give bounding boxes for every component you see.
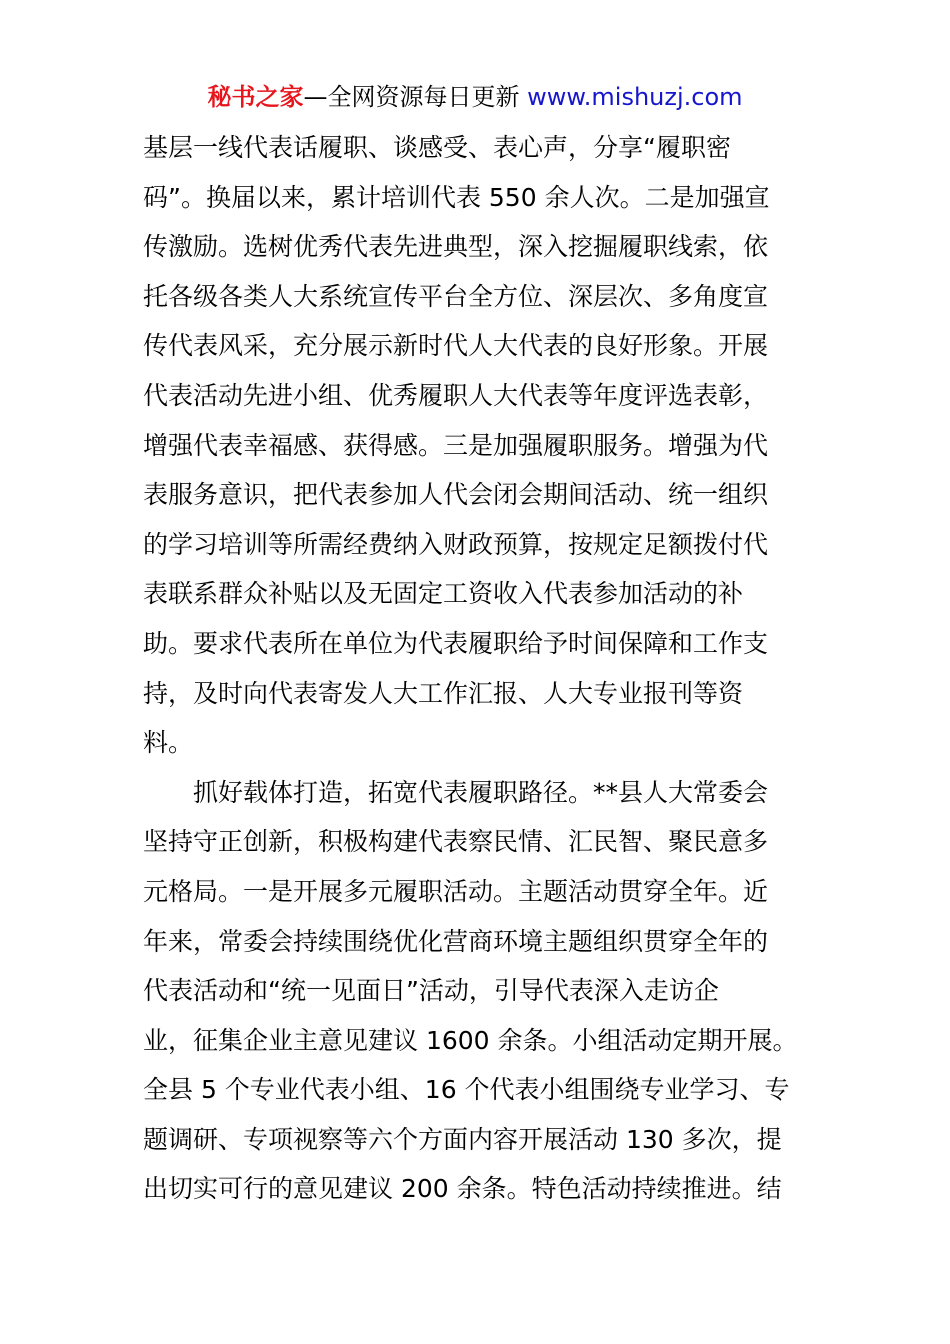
text-line: 代表活动先进小组、优秀履职人大代表等年度评选表彰， (143, 380, 769, 410)
text-line: 持，及时向代表寄发人大工作汇报、人大专业报刊等资 (143, 678, 744, 708)
text-line: 全县 5 个专业代表小组、16 个代表小组围绕专业学习、专 (143, 1075, 790, 1105)
text-line: 业，征集企业主意见建议 1600 余条。小组活动定期开展。 (143, 1025, 798, 1055)
site-header (0, 80, 950, 114)
site-url[interactable]: www.mishuzj.com (527, 83, 743, 111)
paragraph-start-line: 抓好载体打造，拓宽代表履职路径。**县人大常委会 (193, 777, 769, 807)
text-line: 出切实可行的意见建议 200 余条。特色活动持续推进。结 (143, 1174, 782, 1204)
text-line: 表联系群众补贴以及无固定工资收入代表参加活动的补 (143, 579, 744, 609)
text-line: 传激励。选树优秀代表先进典型，深入挖掘履职线索，依 (143, 232, 769, 262)
text-line: 助。要求代表所在单位为代表履职给予时间保障和工作支 (143, 628, 769, 658)
text-line: 增强代表幸福感、获得感。三是加强履职服务。增强为代 (143, 430, 769, 460)
site-tagline: —全网资源每日更新 (303, 83, 528, 111)
text-line: 代表活动和“统一见面日”活动，引导代表深入走访企 (143, 976, 719, 1006)
text-line: 的学习培训等所需经费纳入财政预算，按规定足额拨付代 (143, 529, 769, 559)
text-line: 料。 (143, 728, 194, 758)
text-line: 传代表风采，充分展示新时代人大代表的良好形象。开展 (143, 331, 769, 361)
text-line: 托各级各类人大系统宣传平台全方位、深层次、多角度宣 (143, 281, 769, 311)
site-brand: 秘书之家 (207, 83, 304, 111)
text-line: 基层一线代表话履职、谈感受、表心声，分享“履职密 (143, 133, 731, 162)
text-line: 坚持守正创新，积极构建代表察民情、汇民智、聚民意多 (143, 827, 769, 857)
document-body (143, 123, 813, 1214)
text-line: 年来，常委会持续围绕优化营商环境主题组织贯穿全年的 (143, 926, 769, 956)
text-line: 表服务意识，把代表参加人代会闭会期间活动、统一组织 (143, 480, 769, 510)
text-line: 码”。换届以来，累计培训代表 550 余人次。二是加强宣 (143, 182, 770, 212)
text-line: 元格局。一是开展多元履职活动。主题活动贯穿全年。近 (143, 876, 769, 906)
text-line: 题调研、专项视察等六个方面内容开展活动 130 多次，提 (143, 1124, 782, 1154)
